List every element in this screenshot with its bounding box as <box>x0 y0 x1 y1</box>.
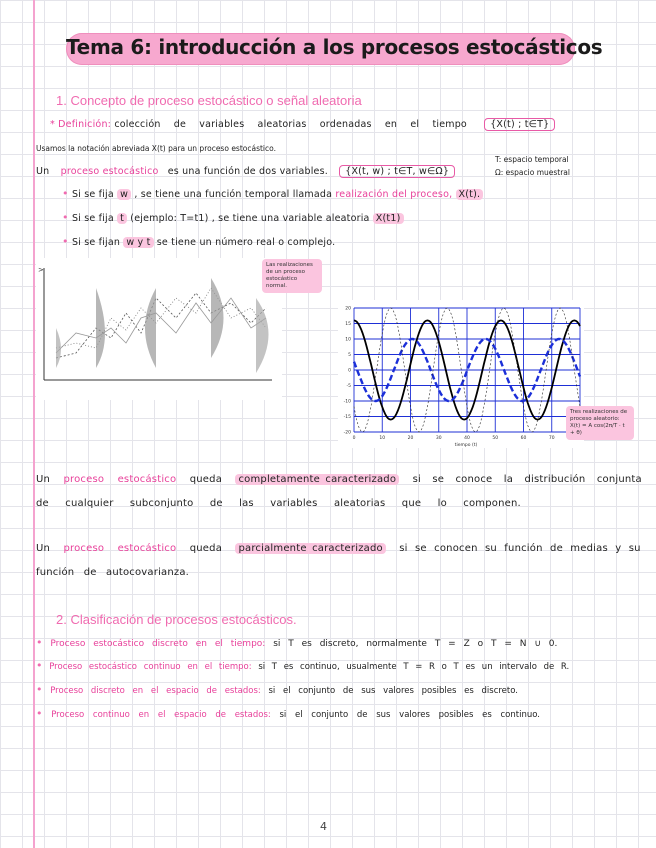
function-box: {X(t, w) ; t∈T, w∈Ω} <box>339 165 455 178</box>
paragraph-partial-line2: función de autocovarianza. <box>36 567 190 578</box>
bullet-pink-text: realización del proceso, <box>335 189 453 200</box>
legend-sample-space: Ω: espacio muestral <box>495 168 570 177</box>
bullet-highlight: t <box>117 213 127 224</box>
paragraph-highlight: parcialmente caracterizado <box>235 543 385 554</box>
paragraph-text: queda <box>189 543 223 554</box>
chart-y-tick-label: 15 <box>345 322 351 327</box>
classification-item-4 <box>36 707 540 720</box>
bullet-fixed-both <box>62 235 335 248</box>
chart-x-tick-label: 70 <box>548 436 555 441</box>
chart-x-tick-label: 50 <box>492 436 499 441</box>
bullet-dot-icon: • <box>62 211 69 224</box>
classification-label: Proceso estocástico continuo en el tiempo: <box>49 662 252 672</box>
chart-y-tick-label: -15 <box>343 415 351 420</box>
chart-x-tick-label: 0 <box>352 436 356 441</box>
paragraph-highlight: completamente caracterizado <box>235 474 399 485</box>
bullet-fixed-t <box>62 211 404 224</box>
paragraph-pink-text: proceso estocástico <box>63 543 177 554</box>
paragraph-text: si se conoce la distribución conjunta <box>412 474 642 485</box>
page-number: 4 <box>320 820 327 833</box>
bullet-text: , se tiene una función temporal llamada <box>134 189 333 200</box>
bullet-text: se tiene un número real o complejo. <box>156 237 336 248</box>
bullet-dot-icon: • <box>36 659 43 672</box>
bullet-dot-icon: • <box>62 235 69 248</box>
paragraph-text: si se conocen su función de medias y su <box>399 543 641 554</box>
bullet-highlight: w <box>117 189 131 200</box>
chart-y-tick-label: -20 <box>343 430 351 436</box>
definition-label: * Definición: <box>50 119 112 130</box>
classification-label: Proceso continuo en el espacio de estados: <box>51 710 271 720</box>
notation-line: Usamos la notación abreviada X(t) para un proceso estocástico. <box>36 144 276 153</box>
classification-text: si el conjunto de sus valores posibles es continuo. <box>279 710 540 720</box>
chart-x-tick-label: 60 <box>520 436 527 441</box>
bullet-dot-icon: • <box>62 187 69 200</box>
bullet-dot-icon: • <box>36 636 43 649</box>
section-heading-2: 2. Clasificación de procesos estocásticos. <box>56 612 297 627</box>
classification-item-1 <box>36 636 557 649</box>
bullet-highlight: w y t <box>123 237 153 248</box>
function-line <box>36 166 455 177</box>
paragraph-complete-line1 <box>36 474 642 485</box>
note-three-realizations: Tres realizaciones de proceso aleatorio: X(t) = A cos(2π/T · t + θ) <box>566 406 634 440</box>
bullet-text: (ejemplo: T=t1) , se tiene una variable aleatoria <box>130 213 370 224</box>
classification-label: Proceso discreto en el espacio de estados: <box>50 686 261 696</box>
svg-text:>: > <box>38 266 44 274</box>
paragraph-text: Un <box>36 474 51 485</box>
function-line-b: es una función de dos variables. <box>167 166 328 177</box>
classification-text: si el conjunto de sus valores posibles es discreto. <box>268 686 518 696</box>
chart-x-tick-label: 40 <box>464 436 470 441</box>
chart-y-tick-label: -5 <box>346 384 351 389</box>
bullet-text: Si se fija <box>71 213 114 224</box>
paragraph-pink-text: proceso estocástico <box>63 474 177 485</box>
function-line-a: Un <box>36 166 50 177</box>
chart-x-tick-label: 10 <box>379 436 386 441</box>
classification-item-3 <box>36 683 518 696</box>
bullet-dot-icon: • <box>36 707 43 720</box>
bullet-fixed-w <box>62 187 483 200</box>
page-title: Tema 6: introducción a los procesos estocásticos <box>66 35 603 59</box>
chart-y-tick-label: -10 <box>343 399 351 405</box>
legend-time-space: T: espacio temporal <box>495 155 569 164</box>
chart-y-tick-label: 10 <box>345 337 351 343</box>
chart-x-label: tiempo (t) <box>454 443 478 448</box>
classification-label: Proceso estocástico discreto en el tiempo: <box>50 639 266 649</box>
chart-y-tick-label: 0 <box>348 368 351 374</box>
paragraph-complete-line2: de cualquier subconjunto de las variables aleatorias que lo componen. <box>36 498 521 509</box>
bullet-text: Si se fija <box>71 189 114 200</box>
definition-text: colección de variables aleatorias ordenadas en el tiempo <box>114 119 467 130</box>
bullet-highlight: X(t1) <box>373 213 404 224</box>
paragraph-partial-line1 <box>36 543 641 554</box>
chart-x-tick-label: 30 <box>435 436 442 441</box>
definition-line <box>50 119 555 130</box>
note-realizations: Las realizaciones de un proceso estocástico normal. <box>262 259 322 293</box>
bullet-text: Si se fijan <box>71 237 121 248</box>
chart-y-tick-label: 5 <box>348 353 351 358</box>
function-line-pink: proceso estocástico <box>60 166 159 177</box>
realizations-illustration <box>36 258 282 400</box>
paragraph-text: Un <box>36 543 51 554</box>
bullet-highlight: X(t). <box>456 189 484 200</box>
definition-box: {X(t) ; t∈T} <box>484 118 555 131</box>
classification-item-2 <box>36 659 569 672</box>
chart-x-tick-label: 20 <box>407 436 414 441</box>
classification-text: si T es continuo, usualmente T = R o T es un intervalo de R. <box>258 662 570 672</box>
bullet-dot-icon: • <box>36 683 43 696</box>
paragraph-text: queda <box>189 474 223 485</box>
notebook-margin-line <box>33 0 35 848</box>
classification-text: si T es discreto, normalmente T = Z o T = N ∪ 0. <box>273 639 558 649</box>
sinusoid-chart <box>338 300 584 448</box>
section-heading-1: 1. Concepto de proceso estocástico o señal aleatoria <box>56 93 362 108</box>
chart-y-tick-label: 20 <box>345 306 351 312</box>
